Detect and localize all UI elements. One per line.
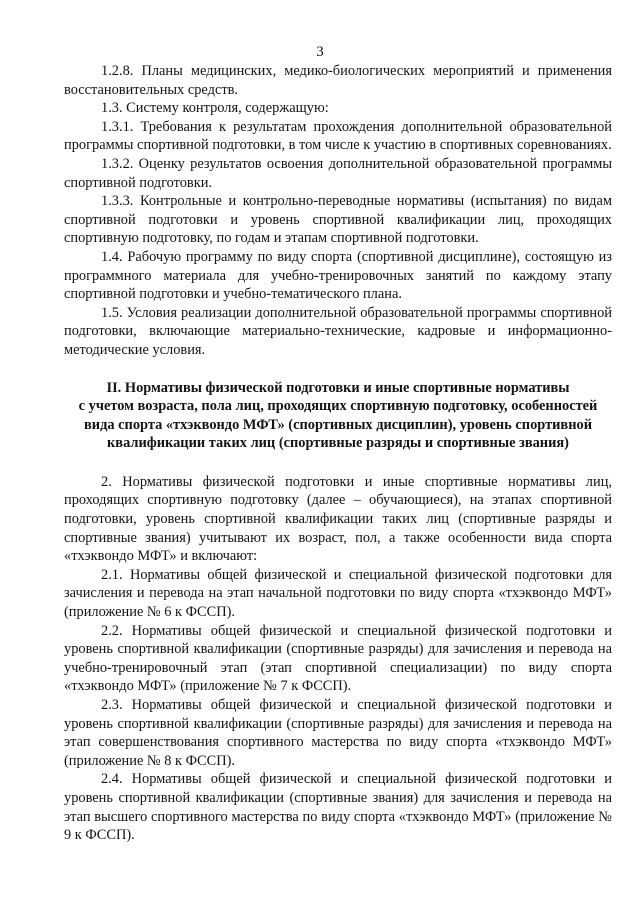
paragraph-1-3-2: 1.3.2. Оценку результатов освоения дополнительной образовательной программы спортивной подготовки. — [64, 155, 612, 191]
paragraph-1-3: 1.3. Систему контроля, содержащую: — [101, 100, 329, 117]
section-2-heading — [64, 379, 612, 453]
paragraph-1-3-1: 1.3.1. Требования к результатам прохождения дополнительной образовательной программы спортивной подготовки, в том числе к участию в спортивных соревнованиях. — [64, 118, 612, 154]
heading-line: квалификации таких лиц (спортивные разряды и спортивные звания) — [107, 435, 569, 452]
paragraph-1-2-8: 1.2.8. Планы медицинских, медико-биологических мероприятий и применения восстановительных средств. — [64, 63, 612, 98]
page-number: 3 — [316, 44, 324, 60]
section-1-continuation — [64, 62, 612, 360]
paragraph-2-4: 2.4. Нормативы общей физической и специальной физической подготовки и уровень спортивной квалификации (спортивные звания) для зачисления и перевода на этап высшего спортивного мастерства по виду спорта «тхэквондо МФТ» (приложение № 9 к ФССП). — [64, 771, 612, 844]
paragraph-2-2: 2.2. Нормативы общей физической и специальной физической подготовки и уровень спортивной квалификации (спортивные разряды) для зачисления и перевода на учебно-тренировочный этап (этап спортивной специализации) по виду спорта «тхэквондо МФТ» (приложение № 7 к ФССП). — [64, 622, 612, 695]
paragraph-1-4: 1.4. Рабочую программу по виду спорта (спортивной дисциплине), состоящую из программного материала для учебно-тренировочных занятий по каждому этапу спортивной подготовки и учебно-тематического плана. — [64, 248, 612, 303]
paragraph-1-3-3: 1.3.3. Контрольные и контрольно-переводные нормативы (испытания) по видам спортивной подготовки и уровень спортивной квалификации лиц, проходящих спортивную подготовку, по годам и этапам спортивной подготовки. — [64, 193, 612, 247]
heading-line: вида спорта «тхэквондо МФТ» (спортивных дисциплин), уровень спортивной — [84, 416, 592, 433]
paragraph-2: 2. Нормативы физической подготовки и иные спортивные нормативы лиц, проходящих спортивную подготовку (далее – обучающиеся), на этапах спортивной подготовки, уровень спортивной квалификации таких лиц (спортивные разряды и спортивные звания) учитывают их возраст, пол, а также особенности вида спорта «тхэквондо МФТ» и включают: — [64, 473, 612, 565]
heading-line: с учетом возраста, пола лиц, проходящих спортивную подготовку, особенностей — [78, 398, 598, 415]
paragraph-2-3: 2.3. Нормативы общей физической и специальной физической подготовки и уровень спортивной квалификации (спортивные разряды) для зачисления и перевода на этап совершенствования спортивного мастерства по виду спорта «тхэквондо МФТ» (приложение № 8 к ФССП). — [64, 697, 612, 769]
heading-line: II. Нормативы физической подготовки и иные спортивные нормативы — [106, 379, 570, 396]
document-body — [64, 62, 612, 845]
paragraph-2-1: 2.1. Нормативы общей физической и специальной физической подготовки для зачисления и перевода на этап начальной подготовки по виду спорта «тхэквондо МФТ» (приложение № 6 к ФССП). — [64, 566, 612, 621]
section-2-body — [64, 473, 612, 845]
paragraph-1-5: 1.5. Условия реализации дополнительной образовательной программы спортивной подготовки, включающие материально-технические, кадровые и информационно-методические условия. — [64, 304, 612, 358]
